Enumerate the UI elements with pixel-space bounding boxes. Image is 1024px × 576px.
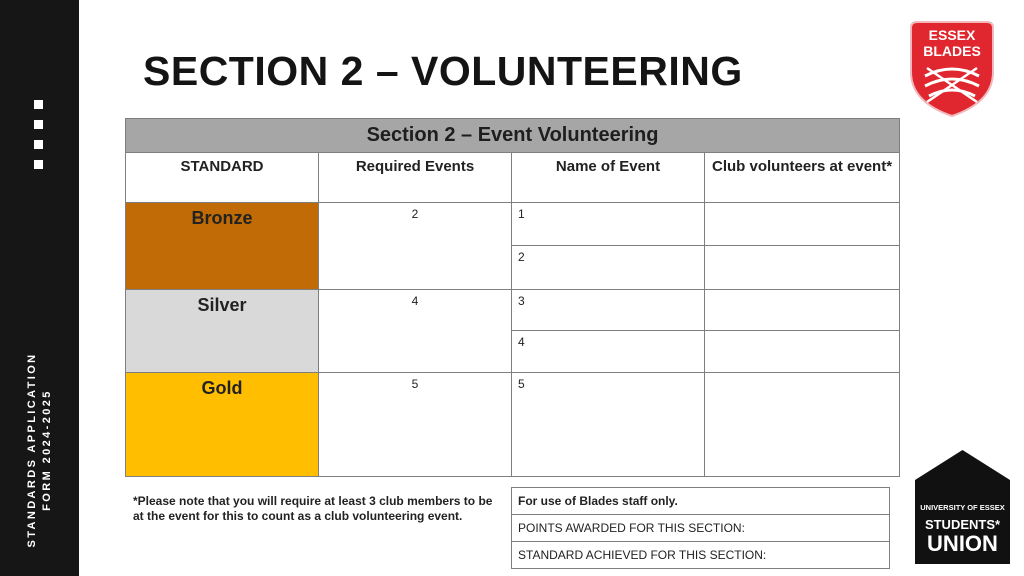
standard-achieved-field[interactable]: STANDARD ACHIEVED FOR THIS SECTION: bbox=[512, 542, 890, 569]
volunteer-note: *Please note that you will require at least 3 club members to be at the event for this to count as a club volunteering event. bbox=[133, 494, 493, 523]
logo-text-line1: ESSEX bbox=[928, 27, 976, 43]
staff-box-header: For use of Blades staff only. bbox=[512, 488, 890, 515]
su-logo-line2: STUDENTS* bbox=[924, 517, 1001, 532]
volunteering-table bbox=[125, 118, 900, 477]
standard-silver: Silver bbox=[126, 290, 319, 373]
logo-text-line2: BLADES bbox=[923, 43, 981, 59]
standard-gold: Gold bbox=[126, 373, 319, 477]
form-label-line2: FORM 2024-2025 bbox=[41, 389, 53, 511]
volunteers-cell[interactable] bbox=[705, 331, 900, 373]
sidebar bbox=[0, 0, 79, 576]
volunteers-cell[interactable] bbox=[705, 246, 900, 290]
required-events-bronze: 2 bbox=[319, 203, 512, 290]
volunteers-cell[interactable] bbox=[705, 203, 900, 246]
menu-dots-icon bbox=[34, 100, 43, 180]
event-name-cell[interactable]: 1 bbox=[512, 203, 705, 246]
col-header-club-volunteers: Club volunteers at event* bbox=[705, 153, 900, 203]
form-label-vertical bbox=[25, 352, 55, 547]
page-title: SECTION 2 – VOLUNTEERING bbox=[143, 48, 743, 94]
event-name-cell[interactable]: 3 bbox=[512, 290, 705, 331]
volunteers-cell[interactable] bbox=[705, 373, 900, 477]
required-events-gold: 5 bbox=[319, 373, 512, 477]
standard-bronze: Bronze bbox=[126, 203, 319, 290]
students-union-logo bbox=[915, 450, 1010, 564]
essex-blades-logo bbox=[907, 14, 997, 120]
col-header-name-of-event: Name of Event bbox=[512, 153, 705, 203]
event-name-cell[interactable]: 2 bbox=[512, 246, 705, 290]
col-header-required-events: Required Events bbox=[319, 153, 512, 203]
su-logo-line1: UNIVERSITY OF ESSEX bbox=[920, 503, 1005, 512]
table-title: Section 2 – Event Volunteering bbox=[126, 119, 900, 153]
col-header-standard: STANDARD bbox=[126, 153, 319, 203]
form-label-line1: STANDARDS APPLICATION bbox=[26, 352, 38, 548]
event-name-cell[interactable]: 5 bbox=[512, 373, 705, 477]
required-events-silver: 4 bbox=[319, 290, 512, 373]
volunteers-cell[interactable] bbox=[705, 290, 900, 331]
su-logo-line3: UNION bbox=[927, 531, 998, 556]
event-name-cell[interactable]: 4 bbox=[512, 331, 705, 373]
points-awarded-field[interactable]: POINTS AWARDED FOR THIS SECTION: bbox=[512, 515, 890, 542]
staff-use-box bbox=[511, 487, 890, 569]
